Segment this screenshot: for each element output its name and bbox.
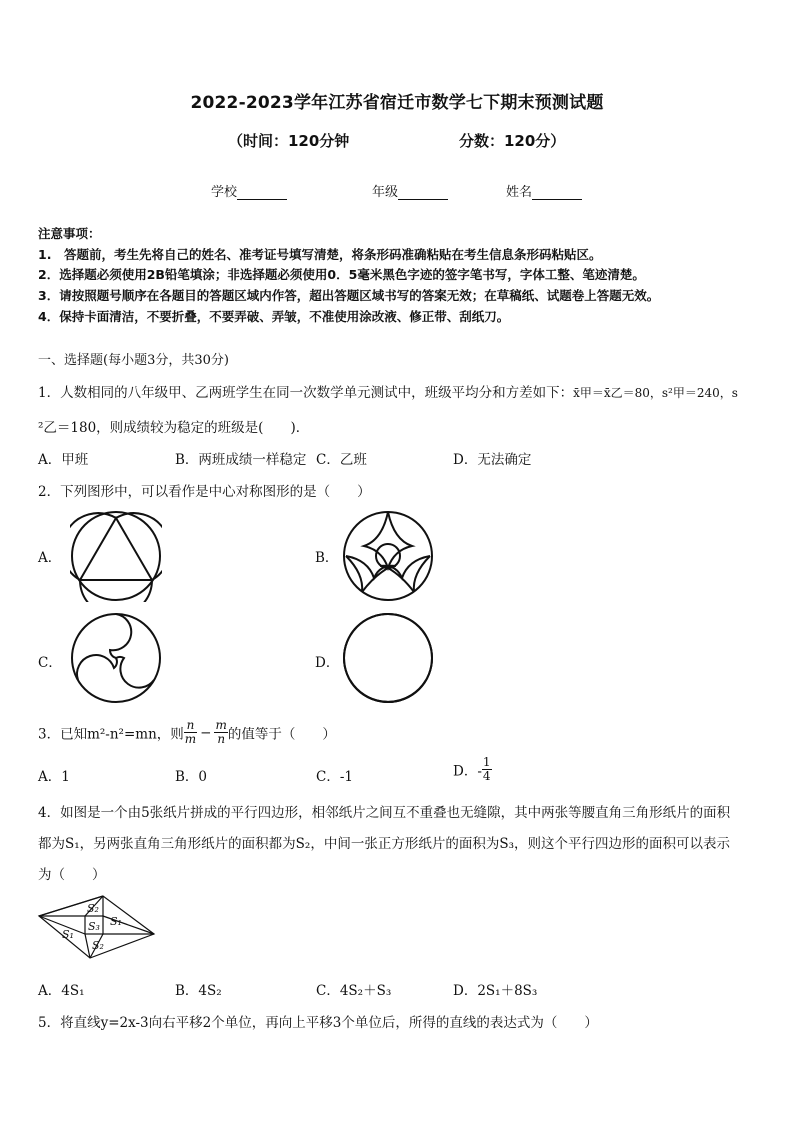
q3-stem — [38, 719, 336, 746]
frac-numerator: 1 — [482, 755, 491, 769]
q3-fraction-2 — [214, 719, 227, 746]
q1-option-b: B．两班成绩一样稳定 — [175, 452, 307, 468]
fig-label-s2-bottom: S₂ — [92, 939, 104, 952]
q1-formula-a: x̄甲＝x̄乙＝80，s²甲＝240，s — [573, 386, 738, 400]
note-item: 1. 答题前，考生先将自己的姓名、准考证号填写清楚，将条形码准确粘贴在考生信息条形码粘贴区。 — [38, 247, 602, 262]
grade-field — [372, 181, 448, 200]
q2-stem: 2．下列图形中，可以看作是中心对称图形的是（ ） — [38, 484, 371, 500]
page-title: 2022-2023学年江苏省宿迁市数学七下期末预测试题 — [190, 93, 604, 113]
fig-label-s2-top: S₂ — [87, 902, 99, 915]
school-label: 学校 — [211, 185, 238, 200]
figure-a-circle-triangle — [70, 510, 162, 602]
q4-option-d: D．2S₁＋8S₃ — [453, 983, 538, 999]
q3-option-d-fraction — [482, 756, 492, 783]
note-item: 2．选择题必须使用2B铅笔填涂；非选择题必须使用0．5毫米黑色字迹的签字笔书写，字体工整、笔迹清楚。 — [38, 267, 645, 282]
q3-option-d — [453, 756, 492, 783]
school-field — [211, 181, 287, 200]
section-heading: 一、选择题(每小题3分，共30分) — [38, 353, 229, 368]
q1-option-c: C．乙班 — [316, 452, 367, 468]
figure-d-circle-arcs — [342, 612, 434, 704]
name-label: 姓名 — [506, 185, 533, 200]
name-blank — [532, 185, 582, 200]
q3-option-d-label: D．- — [453, 763, 482, 780]
q2-label-d: D． — [315, 655, 340, 671]
exam-time: （时间：120分钟 — [228, 132, 350, 150]
q5-stem: 5．将直线y=2x-3向右平移2个单位，再向上平移3个单位后，所得的直线的表达式为（ ） — [38, 1015, 598, 1031]
frac-denominator: n — [217, 732, 226, 746]
q3-text-a: 3．已知m²-n²=mn，则 — [38, 726, 184, 743]
q4-line-1: 4．如图是一个由5张纸片拼成的平行四边形，相邻纸片之间互不重叠也无缝隙，其中两张等腰直角三角形纸片的面积 — [38, 805, 731, 821]
q4-option-c: C．4S₂＋S₃ — [316, 983, 392, 999]
frac-denominator: 4 — [482, 769, 491, 783]
q1-text-a: 1．人数相同的八年级甲、乙两班学生在同一次数学单元测试中，班级平均分和方差如下： — [38, 385, 574, 401]
exam-score: 分数：120分） — [459, 132, 566, 150]
q1-stem — [38, 381, 738, 401]
q2-label-c: C． — [38, 655, 62, 671]
school-blank — [237, 185, 287, 200]
q1-option-d: D．无法确定 — [453, 452, 532, 468]
figure-c-circle-swirl — [70, 612, 162, 704]
note-item: 3．请按照题号顺序在各题目的答题区域内作答，超出答题区域书写的答案无效；在草稿纸、试题卷上答题无效。 — [38, 288, 660, 303]
frac-numerator: n — [184, 719, 197, 733]
q2-label-a: A． — [38, 550, 62, 566]
q4-line-3: 为（ ） — [38, 867, 106, 883]
q3-text-b: 的值等于（ ） — [227, 726, 336, 743]
grade-blank — [398, 185, 448, 200]
fig-label-s1-right: S₁ — [110, 915, 122, 928]
frac-numerator: m — [215, 718, 227, 732]
note-item: 4．保持卡面清洁，不要折叠，不要弄破、弄皱，不准使用涂改液、修正带、刮纸刀。 — [38, 309, 510, 324]
q2-label-b: B． — [315, 550, 339, 566]
q4-option-a: A．4S₁ — [38, 983, 85, 999]
frac-denominator: m — [184, 732, 197, 746]
notes-heading: 注意事项： — [38, 226, 101, 241]
q3-minus: − — [200, 724, 212, 741]
fig-label-s1-left: S₁ — [62, 928, 74, 941]
q1-option-a: A．甲班 — [38, 452, 89, 468]
figure-b-circle-star — [342, 510, 434, 602]
q3-fraction-1 — [184, 719, 197, 746]
figure-q4-parallelogram — [36, 892, 158, 962]
q3-option-a: A．1 — [38, 769, 70, 785]
q3-option-c: C．-1 — [316, 769, 353, 785]
q3-option-b: B．0 — [175, 769, 208, 785]
grade-label: 年级 — [372, 185, 399, 200]
q4-option-b: B．4S₂ — [175, 983, 222, 999]
q1-text-b: ²乙＝180，则成绩较为稳定的班级是( )． — [38, 420, 310, 436]
fig-label-s3: S₃ — [88, 920, 100, 933]
name-field — [506, 181, 582, 200]
q4-line-2: 都为S₁，另两张直角三角形纸片的面积都为S₂，中间一张正方形纸片的面积为S₃，则这个平行四边形的面积可以表示 — [38, 836, 730, 852]
